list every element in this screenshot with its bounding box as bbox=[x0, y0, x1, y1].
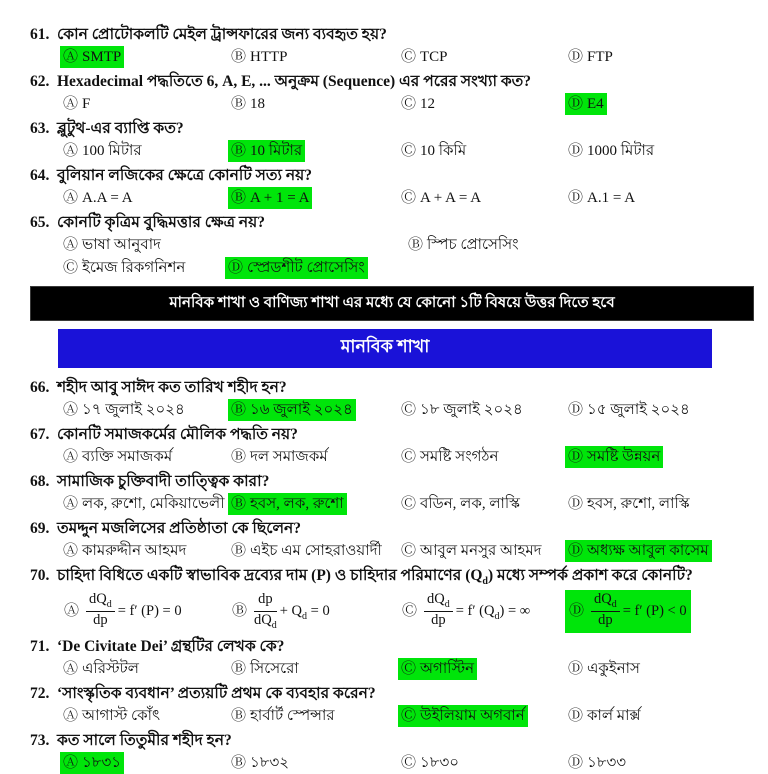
option-text: হার্বার্ট স্পেন্সার bbox=[250, 707, 335, 724]
option-letter-b: Ⓑ bbox=[232, 603, 248, 620]
option-70-c bbox=[398, 590, 534, 633]
option-text: ১৮৩৩ bbox=[587, 754, 626, 771]
question-text: সামাজিক চুক্তিবাদী তাত্ত্বিক কারা? bbox=[57, 473, 270, 490]
question-number: 65. bbox=[30, 214, 50, 231]
option-letter-c: Ⓒ bbox=[402, 603, 418, 620]
question-68 bbox=[30, 471, 756, 515]
option-text: হবস, লক, রুশো bbox=[250, 496, 344, 512]
question-number: 70. bbox=[30, 567, 50, 584]
option-73-d bbox=[565, 752, 629, 774]
option-text: হবস, রুশো, লাস্কি bbox=[587, 496, 690, 512]
option-letter-d: Ⓓ bbox=[228, 260, 244, 276]
option-letter-a: Ⓐ bbox=[63, 449, 79, 465]
option-text: SMTP bbox=[82, 49, 122, 65]
option-letter-b: Ⓑ bbox=[231, 49, 247, 65]
option-letter-a: Ⓐ bbox=[63, 96, 79, 112]
question-text: বুলিয়ান লজিকের ক্ষেত্রে কোনটি সত্য নয়? bbox=[57, 167, 313, 184]
option-62-b bbox=[228, 93, 268, 115]
option-66-d bbox=[565, 399, 693, 421]
fraction bbox=[591, 592, 620, 631]
option-text: কার্ল মার্ক্স bbox=[587, 707, 641, 724]
formula-tail bbox=[623, 600, 687, 622]
question-72-options bbox=[60, 705, 756, 727]
option-text: F bbox=[82, 96, 91, 112]
option-text: 18 bbox=[250, 96, 266, 112]
question-70-options bbox=[60, 590, 756, 633]
option-letter-a: Ⓐ bbox=[63, 190, 79, 206]
option-letter-c: Ⓒ bbox=[401, 754, 417, 771]
option-letter-b: Ⓑ bbox=[231, 190, 247, 206]
fraction-numerator bbox=[86, 592, 115, 612]
question-number: 72. bbox=[30, 684, 50, 702]
question-66-options bbox=[60, 399, 756, 421]
tail-text: = f′ (P) < 0 bbox=[622, 603, 687, 620]
option-letter-b: Ⓑ bbox=[231, 449, 247, 465]
option-text: অগাস্টিন bbox=[420, 660, 475, 677]
option-letter-b: Ⓑ bbox=[408, 237, 424, 253]
option-letter-a: Ⓐ bbox=[64, 603, 80, 620]
question-63 bbox=[30, 118, 756, 162]
option-letter-a: Ⓐ bbox=[63, 543, 79, 559]
question-71-options bbox=[60, 658, 756, 680]
question-67-line bbox=[30, 424, 756, 445]
option-text: একুইনাস bbox=[587, 660, 640, 677]
option-71-c bbox=[398, 658, 477, 680]
question-number: 68. bbox=[30, 473, 50, 490]
tail-text: + Q bbox=[279, 603, 303, 620]
fraction-numerator bbox=[254, 592, 277, 612]
option-61-b bbox=[228, 46, 291, 68]
question-number: 63. bbox=[30, 120, 50, 137]
option-text: ১৫ জুলাই ২০২৪ bbox=[587, 402, 690, 418]
option-69-d bbox=[565, 540, 712, 562]
numerator-subscript: d bbox=[106, 598, 112, 610]
question-64-line bbox=[30, 165, 756, 186]
question-73-line bbox=[30, 730, 756, 751]
question-62 bbox=[30, 71, 756, 115]
option-63-c bbox=[398, 140, 469, 162]
question-65-line bbox=[30, 212, 756, 233]
option-62-d bbox=[565, 93, 607, 115]
option-68-c bbox=[398, 493, 523, 515]
question-number: 61. bbox=[30, 26, 50, 43]
question-number: 66. bbox=[30, 379, 50, 396]
option-letter-b: Ⓑ bbox=[231, 402, 247, 418]
question-65 bbox=[30, 212, 756, 279]
question-text: কোন প্রোটোকলটি মেইল ট্রান্সফারের জন্য ব্যবহৃত হয়? bbox=[57, 26, 387, 43]
option-text: 1000 মিটার bbox=[587, 143, 655, 159]
option-letter-c: Ⓒ bbox=[401, 660, 417, 677]
option-68-b bbox=[228, 493, 347, 515]
option-text: ১৮ জুলাই ২০২৪ bbox=[420, 402, 523, 418]
option-71-d bbox=[565, 658, 643, 680]
option-64-b bbox=[228, 187, 312, 209]
numerator-subscript: d bbox=[444, 598, 450, 610]
option-73-b bbox=[228, 752, 292, 774]
option-71-b bbox=[228, 658, 302, 680]
option-62-c bbox=[398, 93, 438, 115]
question-number: 71. bbox=[30, 637, 50, 655]
numerator-subscript: d bbox=[611, 598, 617, 610]
option-letter-a: Ⓐ bbox=[63, 49, 79, 65]
question-68-options bbox=[60, 493, 756, 515]
option-letter-c: Ⓒ bbox=[401, 143, 417, 159]
question-text: শহীদ আবু সাঈদ কত তারিখ শহীদ হন? bbox=[57, 379, 287, 396]
option-text: সমষ্টি উন্নয়ন bbox=[587, 449, 661, 465]
option-text: TCP bbox=[420, 49, 448, 65]
option-letter-a: Ⓐ bbox=[63, 754, 79, 771]
question-text: ব্লুটুথ-এর ব্যাপ্তি কত? bbox=[57, 120, 184, 137]
denominator-text: dQ bbox=[254, 611, 272, 628]
formula-tail bbox=[118, 600, 182, 622]
option-text: 12 bbox=[420, 96, 436, 112]
question-68-line bbox=[30, 471, 756, 492]
option-letter-a: Ⓐ bbox=[63, 707, 79, 724]
option-letter-d: Ⓓ bbox=[568, 754, 584, 771]
option-letter-a: Ⓐ bbox=[63, 402, 79, 418]
question-text: চাহিদা বিধিতে একটি স্বাভাবিক দ্রব্যের দাম (P) ও চাহিদার পরিমাণের (Q bbox=[57, 567, 483, 584]
option-text: কামরুদ্দীন আহমদ bbox=[82, 543, 187, 559]
option-letter-d: Ⓓ bbox=[568, 707, 584, 724]
question-62-line bbox=[30, 71, 756, 92]
numerator-text: dQ bbox=[427, 591, 445, 608]
option-68-a bbox=[60, 493, 228, 515]
option-72-d bbox=[565, 705, 644, 727]
option-letter-b: Ⓑ bbox=[231, 660, 247, 677]
question-73-options bbox=[60, 752, 756, 774]
option-letter-c: Ⓒ bbox=[401, 543, 417, 559]
option-letter-a: Ⓐ bbox=[63, 237, 79, 253]
option-text: স্পিচ প্রোসেসিং bbox=[427, 237, 519, 253]
question-64-options bbox=[60, 187, 756, 209]
option-text: ১৭ জুলাই ২০২৪ bbox=[82, 402, 185, 418]
question-number: 64. bbox=[30, 167, 50, 184]
option-letter-b: Ⓑ bbox=[231, 496, 247, 512]
question-69-line bbox=[30, 518, 756, 539]
option-71-a bbox=[60, 658, 142, 680]
numerator-text: dQ bbox=[594, 591, 612, 608]
option-letter-c: Ⓒ bbox=[401, 707, 417, 724]
option-letter-b: Ⓑ bbox=[231, 754, 247, 771]
option-text: ভাষা আনুবাদ bbox=[82, 237, 161, 253]
option-text: 10 কিমি bbox=[420, 143, 467, 159]
option-61-d bbox=[565, 46, 616, 68]
option-64-d bbox=[565, 187, 638, 209]
question-71 bbox=[30, 636, 756, 680]
question-63-line bbox=[30, 118, 756, 139]
question-70-line bbox=[30, 565, 756, 587]
option-text: অধ্যক্ষ আবুল কাসেম bbox=[587, 543, 709, 559]
fraction-denominator bbox=[424, 612, 453, 631]
question-70 bbox=[30, 565, 756, 633]
formula-tail bbox=[456, 600, 530, 622]
option-67-b bbox=[228, 446, 331, 468]
numerator-text: dp bbox=[258, 591, 273, 608]
question-text-subscript: d bbox=[482, 576, 488, 588]
question-67 bbox=[30, 424, 756, 468]
question-text: কোনটি সমাজকর্মের মৌলিক পদ্ধতি নয়? bbox=[57, 426, 298, 443]
fraction-denominator bbox=[86, 612, 115, 631]
option-letter-c: Ⓒ bbox=[63, 260, 79, 276]
option-text: ব্যক্তি সমাজকর্ম bbox=[82, 449, 173, 465]
question-number: 67. bbox=[30, 426, 50, 443]
numerator-text: dQ bbox=[89, 591, 107, 608]
option-69-b bbox=[228, 540, 385, 562]
question-62-options bbox=[60, 93, 756, 115]
option-letter-c: Ⓒ bbox=[401, 49, 417, 65]
fraction bbox=[424, 592, 453, 631]
option-text: HTTP bbox=[250, 49, 288, 65]
option-text: সিসেরো bbox=[250, 660, 299, 677]
denominator-text: dp bbox=[93, 611, 108, 628]
option-66-c bbox=[398, 399, 526, 421]
option-letter-d: Ⓓ bbox=[568, 449, 584, 465]
option-letter-a: Ⓐ bbox=[63, 496, 79, 512]
option-63-a bbox=[60, 140, 145, 162]
question-text: ‘De Civitate Dei’ গ্রন্থটির লেখক কে? bbox=[57, 637, 285, 655]
option-letter-c: Ⓒ bbox=[401, 96, 417, 112]
option-65-d bbox=[225, 257, 368, 279]
question-text: কত সালে তিতুমীর শহীদ হন? bbox=[57, 731, 232, 749]
question-66 bbox=[30, 377, 756, 421]
formula-tail bbox=[280, 600, 330, 622]
option-text: FTP bbox=[587, 49, 613, 65]
question-number: 69. bbox=[30, 520, 50, 537]
option-letter-d: Ⓓ bbox=[568, 402, 584, 418]
question-text: কোনটি কৃত্রিম বুদ্ধিমত্তার ক্ষেত্র নয়? bbox=[57, 214, 266, 231]
question-64 bbox=[30, 165, 756, 209]
option-text: A.A = A bbox=[82, 190, 133, 206]
option-letter-d: Ⓓ bbox=[568, 49, 584, 65]
option-73-c bbox=[398, 752, 462, 774]
option-63-d bbox=[565, 140, 657, 162]
option-67-a bbox=[60, 446, 175, 468]
option-62-a bbox=[60, 93, 93, 115]
question-text: তমদ্দুন মজলিসের প্রতিষ্ঠাতা কে ছিলেন? bbox=[57, 520, 302, 537]
question-number: 73. bbox=[30, 731, 50, 749]
option-letter-d: Ⓓ bbox=[568, 143, 584, 159]
question-61-options bbox=[60, 46, 756, 68]
option-61-c bbox=[398, 46, 451, 68]
tail-subscript: d bbox=[494, 611, 500, 623]
option-text: লক, রুশো, মেকিয়াভেলী bbox=[82, 496, 225, 512]
question-72 bbox=[30, 683, 756, 727]
option-text: আগাস্ট কোঁৎ bbox=[82, 707, 161, 724]
option-letter-b: Ⓑ bbox=[231, 707, 247, 724]
question-69 bbox=[30, 518, 756, 562]
tail-text2: = 0 bbox=[307, 603, 330, 620]
option-letter-d: Ⓓ bbox=[568, 543, 584, 559]
question-71-line bbox=[30, 636, 756, 657]
option-72-b bbox=[228, 705, 338, 727]
tail-text: = f′ (P) = 0 bbox=[117, 603, 182, 620]
option-text: ১৬ জুলাই ২০২৪ bbox=[250, 402, 353, 418]
option-64-a bbox=[60, 187, 136, 209]
denominator-text: dp bbox=[431, 611, 446, 628]
option-letter-a: Ⓐ bbox=[63, 660, 79, 677]
option-66-a bbox=[60, 399, 188, 421]
tail-text: = f′ (Q bbox=[455, 603, 495, 620]
option-letter-b: Ⓑ bbox=[231, 96, 247, 112]
question-text: ‘সাংস্কৃতিক ব্যবধান’ প্রত্যয়টি প্রথম কে ব্যবহার করেন? bbox=[57, 684, 376, 702]
option-letter-c: Ⓒ bbox=[401, 496, 417, 512]
option-text: সমষ্টি সংগঠন bbox=[420, 449, 499, 465]
option-67-d bbox=[565, 446, 663, 468]
option-text: E4 bbox=[587, 96, 604, 112]
option-70-d bbox=[565, 590, 691, 633]
option-text: বডিন, লক, লাস্কি bbox=[420, 496, 520, 512]
option-letter-d: Ⓓ bbox=[568, 660, 584, 677]
option-70-b bbox=[228, 590, 334, 633]
option-65-c bbox=[60, 257, 188, 279]
option-61-a bbox=[60, 46, 124, 68]
question-73 bbox=[30, 730, 756, 774]
option-letter-b: Ⓑ bbox=[231, 143, 247, 159]
option-letter-d: Ⓓ bbox=[569, 603, 585, 620]
option-text: আবুল মনসুর আহমদ bbox=[420, 543, 542, 559]
option-68-d bbox=[565, 493, 693, 515]
question-72-line bbox=[30, 683, 756, 704]
option-text: 10 মিটার bbox=[250, 143, 303, 159]
option-72-c bbox=[398, 705, 528, 727]
option-65-a bbox=[60, 234, 164, 256]
option-letter-c: Ⓒ bbox=[401, 190, 417, 206]
option-text: ইমেজ রিকগনিশন bbox=[82, 260, 186, 276]
option-text: স্প্রেডশীট প্রোসেসিং bbox=[247, 260, 365, 276]
tail-subscript: d bbox=[302, 611, 308, 623]
option-text: A + A = A bbox=[420, 190, 482, 206]
option-text: উইলিয়াম অগবার্ন bbox=[420, 707, 525, 724]
fraction-numerator bbox=[424, 592, 453, 612]
option-69-c bbox=[398, 540, 545, 562]
question-67-options bbox=[60, 446, 756, 468]
tail-text2: ) = ∞ bbox=[499, 603, 531, 620]
option-66-b bbox=[228, 399, 356, 421]
question-text: Hexadecimal পদ্ধতিতে 6, A, E, ... অনুক্রম (Sequence) এর পরের সংখ্যা কত? bbox=[57, 73, 532, 90]
question-63-options bbox=[60, 140, 756, 162]
option-64-c bbox=[398, 187, 484, 209]
question-65-options-row2 bbox=[60, 257, 756, 279]
option-text: ১৮৩০ bbox=[420, 754, 459, 771]
option-67-c bbox=[398, 446, 501, 468]
option-letter-c: Ⓒ bbox=[401, 449, 417, 465]
option-letter-a: Ⓐ bbox=[63, 143, 79, 159]
option-text: দল সমাজকর্ম bbox=[250, 449, 328, 465]
section-banner: মানবিক শাখা bbox=[58, 329, 712, 368]
question-number: 62. bbox=[30, 73, 50, 90]
option-letter-b: Ⓑ bbox=[231, 543, 247, 559]
option-letter-d: Ⓓ bbox=[568, 496, 584, 512]
option-70-a bbox=[60, 590, 186, 633]
denominator-subscript: d bbox=[271, 619, 277, 631]
question-61-line bbox=[30, 24, 756, 45]
option-letter-d: Ⓓ bbox=[568, 190, 584, 206]
option-text: ১৮৩১ bbox=[82, 754, 121, 771]
option-72-a bbox=[60, 705, 163, 727]
question-65-options-row1 bbox=[60, 234, 756, 256]
fraction bbox=[254, 592, 277, 631]
option-text: ১৮৩২ bbox=[250, 754, 289, 771]
fraction-numerator bbox=[591, 592, 620, 612]
option-text: এরিস্টটল bbox=[82, 660, 139, 677]
option-65-b bbox=[405, 234, 522, 256]
question-66-line bbox=[30, 377, 756, 398]
fraction-denominator bbox=[254, 612, 277, 631]
denominator-text: dp bbox=[598, 611, 613, 628]
option-text: এইচ এম সোহরাওয়ার্দী bbox=[250, 543, 382, 559]
option-69-a bbox=[60, 540, 189, 562]
option-letter-d: Ⓓ bbox=[568, 96, 584, 112]
instruction-banner: মানবিক শাখা ও বাণিজ্য শাখা এর মধ্যে যে কোনো ১টি বিষয়ে উত্তর দিতে হবে bbox=[30, 286, 754, 321]
option-text: 100 মিটার bbox=[82, 143, 142, 159]
fraction-denominator bbox=[591, 612, 620, 631]
option-letter-c: Ⓒ bbox=[401, 402, 417, 418]
question-text: ) মধ্যে সম্পর্ক প্রকাশ করে কোনটি? bbox=[487, 567, 693, 584]
option-text: A.1 = A bbox=[587, 190, 636, 206]
option-63-b bbox=[228, 140, 305, 162]
option-text: A + 1 = A bbox=[250, 190, 310, 206]
fraction bbox=[86, 592, 115, 631]
question-61 bbox=[30, 24, 756, 68]
question-69-options bbox=[60, 540, 756, 562]
option-73-a bbox=[60, 752, 124, 774]
